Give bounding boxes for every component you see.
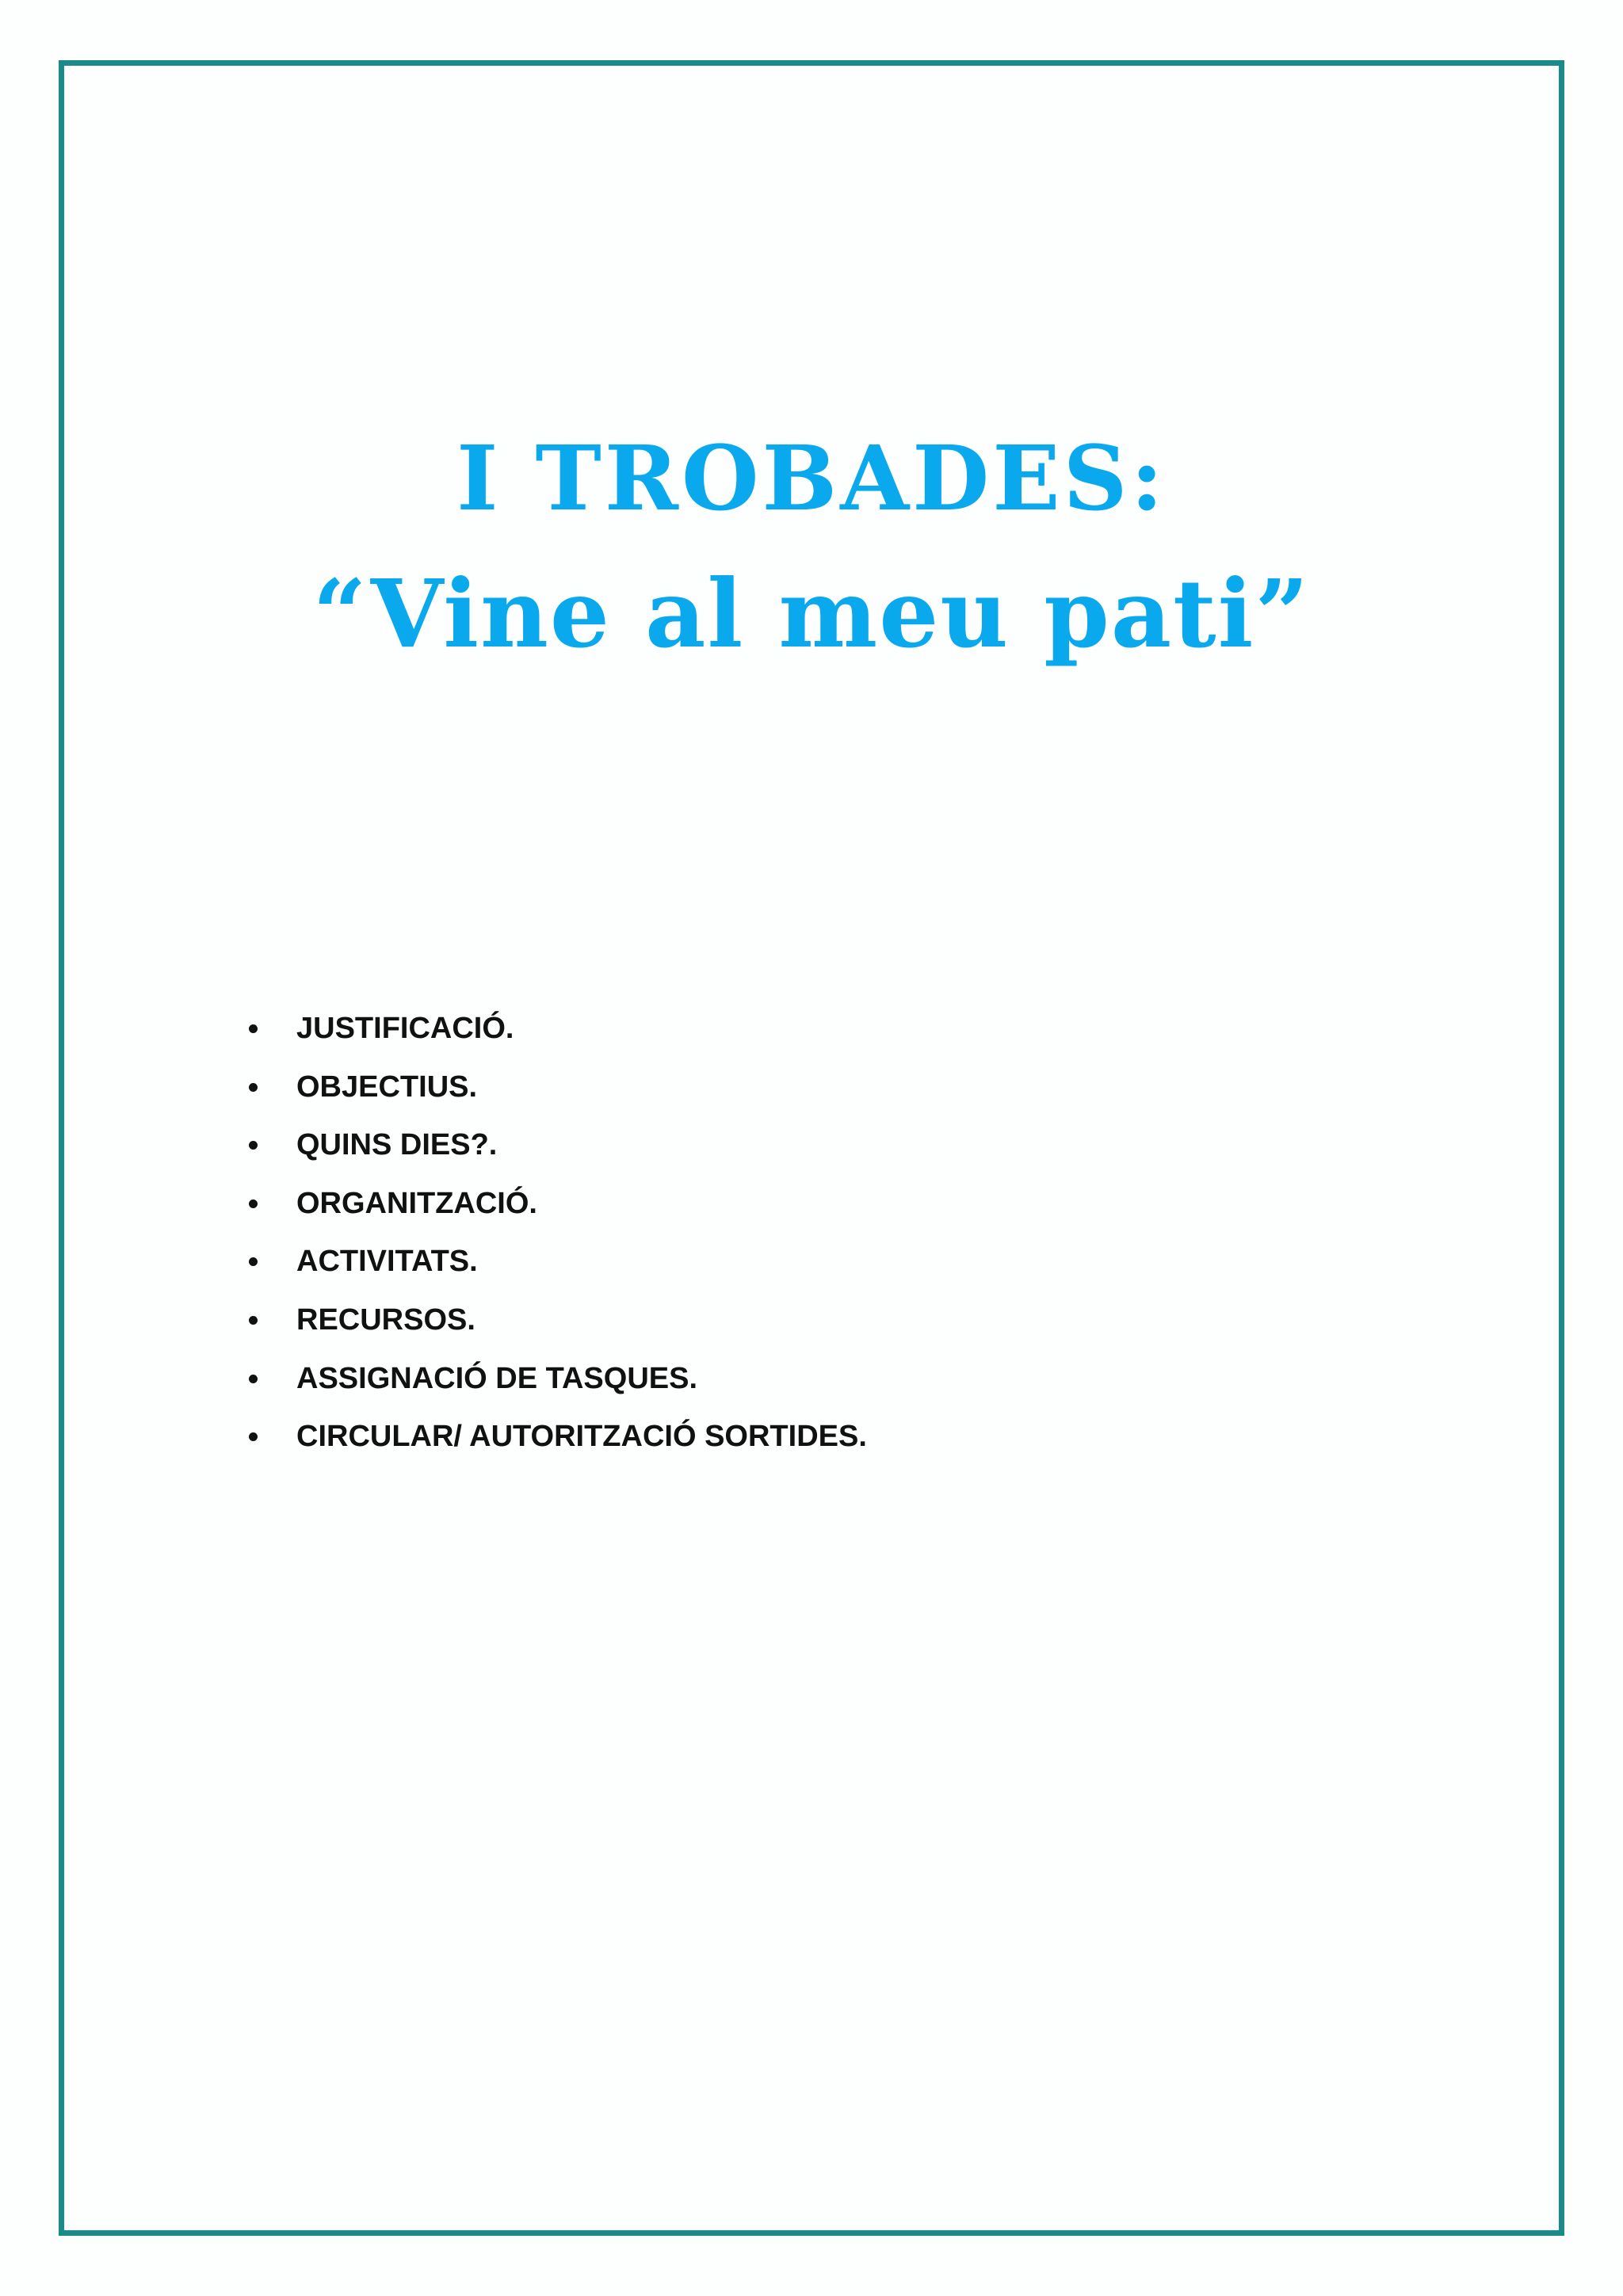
- contents-item-label: RECURSOS.: [296, 1302, 475, 1337]
- bullet-icon: [249, 1432, 258, 1441]
- bullet-icon: [249, 1024, 258, 1033]
- contents-item-label: JUSTIFICACIÓ.: [296, 1012, 514, 1045]
- cover-title: I TROBADES:: [456, 427, 1167, 531]
- contents-item-label: QUINS DIES?.: [296, 1128, 498, 1162]
- bullet-icon: [249, 1141, 258, 1150]
- contents-item-organitzacio: [238, 1175, 867, 1234]
- cover-title-block: [0, 412, 1623, 681]
- bullet-icon: [249, 1199, 258, 1208]
- contents-item-label: ASSIGNACIÓ DE TASQUES.: [296, 1361, 698, 1395]
- contents-item-quins-dies: [238, 1116, 867, 1175]
- bullet-icon: [249, 1083, 258, 1092]
- contents-item-label: CIRCULAR/ AUTORITZACIÓ SORTIDES.: [296, 1420, 867, 1454]
- contents-item-objectius: [238, 1058, 867, 1117]
- bullet-icon: [249, 1257, 258, 1266]
- bullet-icon: [249, 1375, 258, 1383]
- contents-item-activitats: [238, 1233, 867, 1291]
- bullet-icon: [249, 1316, 258, 1325]
- contents-item-label: ACTIVITATS.: [296, 1245, 478, 1279]
- contents-item-label: OBJECTIUS.: [296, 1070, 478, 1104]
- contents-item-assignacio-de-tasques: [238, 1350, 867, 1409]
- contents-item-recursos: [238, 1291, 867, 1350]
- cover-subtitle: “Vine al meu pati”: [312, 559, 1311, 669]
- contents-item-justificacio: [238, 1000, 867, 1058]
- contents-item-circular-autoritzacio: [238, 1408, 867, 1466]
- contents-list: [238, 1000, 867, 1466]
- contents-item-label: ORGANITZACIÓ.: [296, 1186, 537, 1220]
